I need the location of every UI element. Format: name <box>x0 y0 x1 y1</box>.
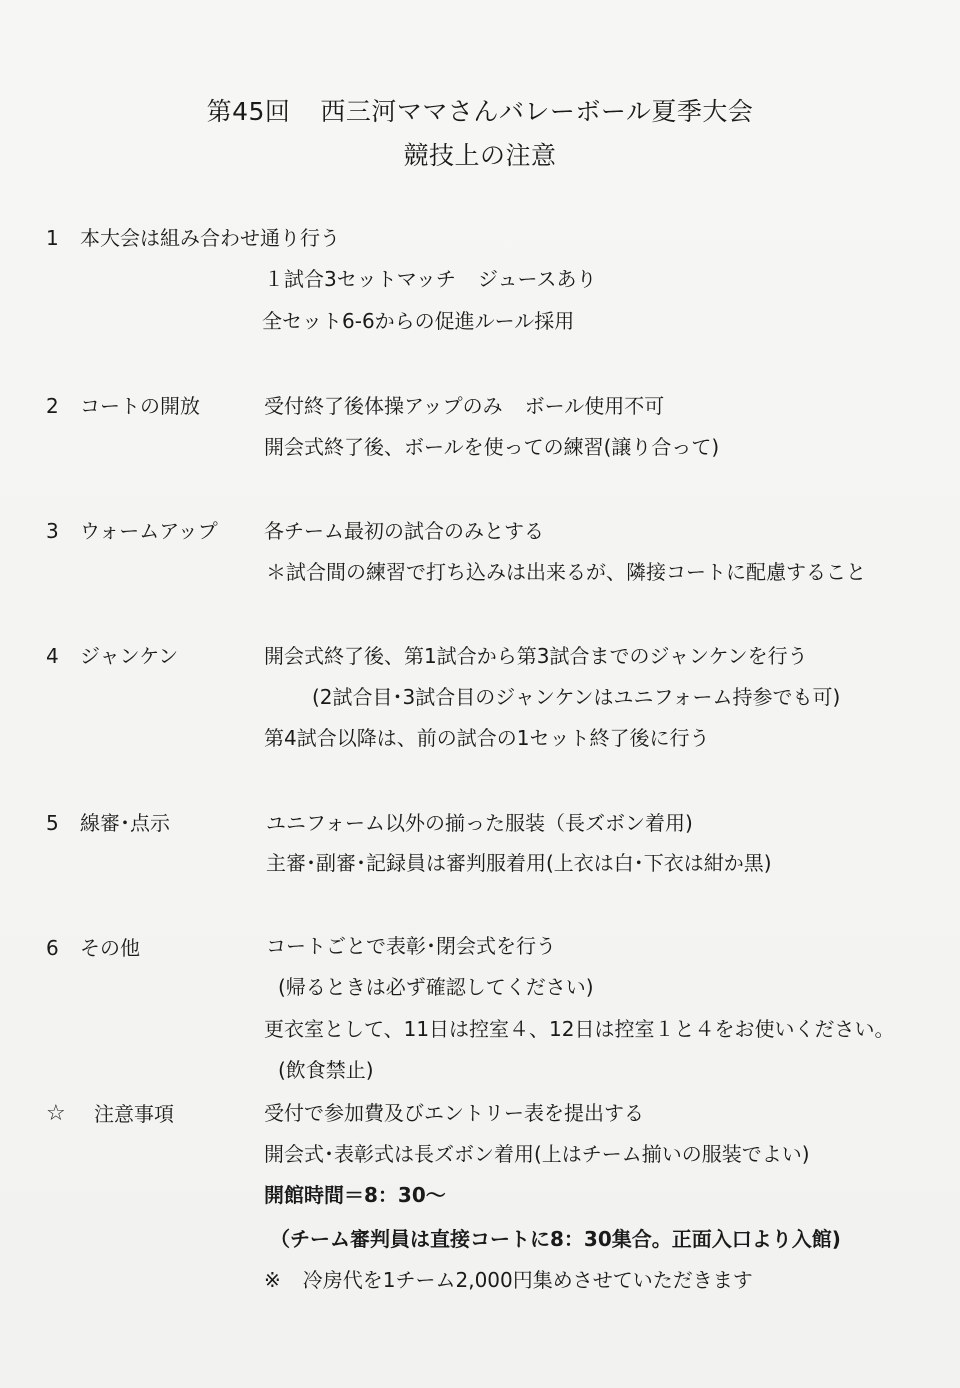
section-line: 各チーム最初の試合のみとする <box>264 519 544 543</box>
star-icon: ☆ <box>46 1101 66 1126</box>
section-number: 1 <box>46 226 59 250</box>
section-line: ユニフォーム以外の揃った服装（長ズボン着用) <box>266 811 693 835</box>
section-label: 本大会は組み合わせ通り行う <box>80 226 340 250</box>
section-line: (帰るときは必ず確認してください) <box>278 975 594 999</box>
section-line: コートごとで表彰･閉会式を行う <box>266 934 556 958</box>
opening-time: 開館時間＝8：30～ <box>264 1183 446 1207</box>
section-label: コートの開放 <box>80 394 200 418</box>
section-label: 線審･点示 <box>80 811 170 835</box>
line-text: ジュースあり <box>477 267 597 291</box>
section-label: 注意事項 <box>94 1102 174 1126</box>
title-edition: 第45回 <box>206 97 291 126</box>
referee-note: （チーム審判員は直接コートに8：30集合。正面入口より入館) <box>270 1227 841 1251</box>
section-label: ウォームアップ <box>80 519 218 543</box>
section-number: 4 <box>46 644 59 668</box>
title-event-name: 西三河ママさんバレーボール夏季大会 <box>320 97 754 126</box>
section-line: 開会式･表彰式は長ズボン着用(上はチーム揃いの服装でよい) <box>264 1142 810 1166</box>
line-text: １試合3セットマッチ <box>264 267 456 291</box>
reference-mark-icon: ※ <box>264 1268 281 1292</box>
section-label: その他 <box>80 936 140 960</box>
section-number: 2 <box>46 394 59 418</box>
document-title <box>0 92 960 128</box>
section-number: 3 <box>46 519 59 543</box>
section-line: 開会式終了後、ボールを使っての練習(譲り合って) <box>264 435 720 459</box>
section-line: (2試合目･3試合目のジャンケンはユニフォーム持参でも可) <box>312 685 841 709</box>
section-line: (飲食禁止) <box>278 1058 374 1082</box>
line-text: 受付終了後体操アップのみ <box>264 394 503 418</box>
section-line: 更衣室として、11日は控室４、12日は控室１と４をお使いください。 <box>264 1017 895 1041</box>
section-line: 全セット6-6からの促進ルール採用 <box>262 309 575 333</box>
line-text: 冷房代を1チーム2,000円集めさせていただきます <box>302 1268 753 1292</box>
section-line: 受付で参加費及びエントリー表を提出する <box>264 1101 644 1125</box>
document-subtitle: 競技上の注意 <box>403 141 557 170</box>
section-line <box>264 393 664 419</box>
section-line: 主審･副審･記録員は審判服着用(上衣は白･下衣は紺か黒) <box>266 851 772 875</box>
section-line <box>264 1267 753 1293</box>
section-line: ＊試合間の練習で打ち込みは出来るが、隣接コートに配慮すること <box>266 560 866 584</box>
section-line: 開会式終了後、第1試合から第3試合までのジャンケンを行う <box>264 644 808 668</box>
section-number: 6 <box>46 936 59 960</box>
section-line <box>264 266 597 292</box>
section-label: ジャンケン <box>80 644 179 668</box>
section-number: 5 <box>46 811 59 835</box>
line-text: ボール使用不可 <box>524 394 665 418</box>
section-line: 第4試合以降は、前の試合の1セット終了後に行う <box>264 726 710 750</box>
